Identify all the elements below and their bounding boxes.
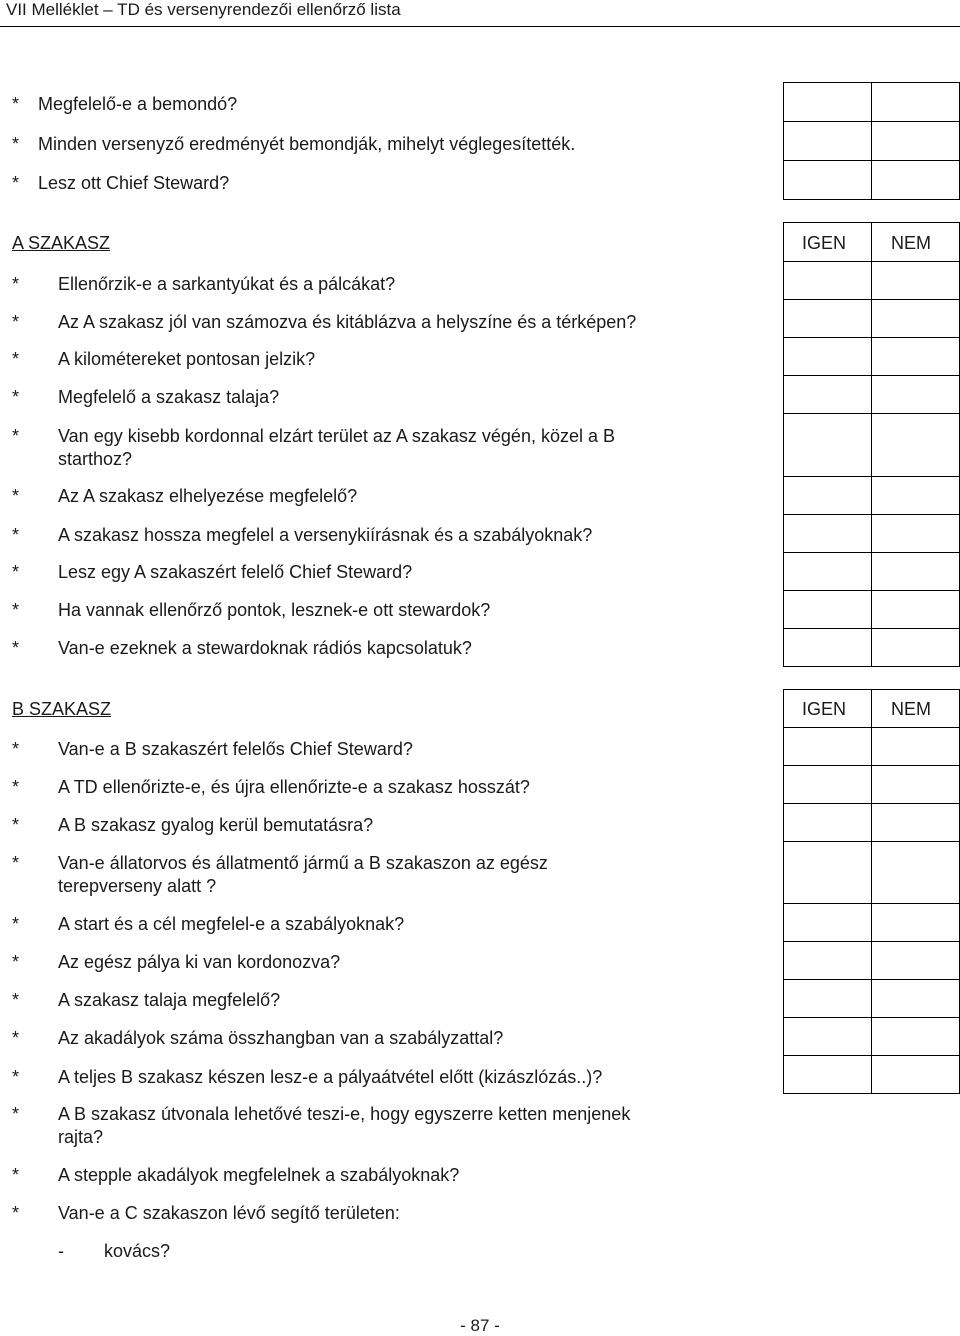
- yes-checkbox[interactable]: [784, 904, 872, 942]
- yes-checkbox[interactable]: [784, 515, 872, 553]
- bullet-star: *: [12, 387, 20, 407]
- no-checkbox[interactable]: [871, 980, 960, 1018]
- item-text: Az A szakasz elhelyezése megfelelő?: [58, 486, 358, 506]
- header-rule: [0, 26, 960, 27]
- bullet-star: *: [12, 486, 20, 506]
- yes-checkbox[interactable]: [784, 338, 872, 376]
- no-checkbox[interactable]: [871, 300, 960, 338]
- bullet-star: *: [12, 525, 20, 545]
- bullet-star: *: [12, 914, 20, 934]
- item-text: Az akadályok száma összhangban van a szabályzattal?: [58, 1028, 504, 1048]
- yes-column-header: IGEN: [802, 233, 847, 253]
- item-text: A B szakasz gyalog kerül bemutatásra?: [58, 815, 374, 835]
- header-cell: [871, 690, 960, 728]
- item-text: terepverseny alatt ?: [58, 876, 217, 896]
- item-text: kovács?: [104, 1241, 171, 1261]
- bullet-star: *: [12, 1203, 20, 1223]
- yes-checkbox[interactable]: [784, 842, 872, 904]
- page-header: VII Melléklet – TD és versenyrendezői ellenőrző lista: [6, 0, 401, 19]
- bullet-star: *: [12, 990, 20, 1010]
- no-checkbox[interactable]: [871, 629, 960, 667]
- yes-checkbox[interactable]: [784, 122, 872, 161]
- bullet-star: *: [12, 815, 20, 835]
- header-cell: [784, 223, 872, 262]
- yes-checkbox[interactable]: [784, 83, 872, 122]
- no-checkbox[interactable]: [871, 262, 960, 300]
- no-checkbox[interactable]: [871, 728, 960, 766]
- no-checkbox[interactable]: [871, 122, 960, 161]
- bullet-star: *: [12, 1165, 20, 1185]
- item-text: A stepple akadályok megfelelnek a szabályoknak?: [58, 1165, 460, 1185]
- bullet-star: *: [12, 777, 20, 797]
- no-column-header: NEM: [891, 233, 931, 253]
- checkbox-grid-b: [783, 689, 960, 1094]
- item-text: Megfelelő a szakasz talaja?: [58, 387, 280, 407]
- yes-checkbox[interactable]: [784, 1056, 872, 1094]
- bullet-star: *: [12, 952, 20, 972]
- no-column-header: NEM: [891, 699, 931, 719]
- item-text: Van-e ezeknek a stewardoknak rádiós kapcsolatuk?: [58, 638, 472, 658]
- bullet-star: *: [12, 426, 20, 446]
- item-text: A teljes B szakasz készen lesz-e a pályaátvétel előtt (kizászlózás..)?: [58, 1067, 603, 1087]
- bullet-star: *: [12, 94, 20, 114]
- item-text: Lesz egy A szakaszért felelő Chief Steward?: [58, 562, 413, 582]
- item-text: A TD ellenőrizte-e, és újra ellenőrizte-e a szakasz hosszát?: [58, 777, 530, 797]
- bullet-star: *: [12, 349, 20, 369]
- no-checkbox[interactable]: [871, 942, 960, 980]
- bullet-star: *: [12, 562, 20, 582]
- no-checkbox[interactable]: [871, 414, 960, 477]
- item-text: Van-e állatorvos és állatmentő jármű a B szakaszon az egész: [58, 853, 548, 873]
- yes-checkbox[interactable]: [784, 629, 872, 667]
- yes-column-header: IGEN: [802, 699, 847, 719]
- item-text: Az egész pálya ki van kordonozva?: [58, 952, 341, 972]
- page-number: - 87 -: [460, 1316, 500, 1335]
- yes-checkbox[interactable]: [784, 262, 872, 300]
- item-text: A kilométereket pontosan jelzik?: [58, 349, 316, 369]
- item-text: Van egy kisebb kordonnal elzárt terület az A szakasz végén, közel a B: [58, 426, 615, 446]
- yes-checkbox[interactable]: [784, 376, 872, 414]
- item-text: rajta?: [58, 1127, 104, 1147]
- section-a-title: A SZAKASZ: [12, 233, 111, 253]
- bullet-dash: -: [58, 1241, 64, 1261]
- yes-checkbox[interactable]: [784, 728, 872, 766]
- no-checkbox[interactable]: [871, 515, 960, 553]
- item-text: A szakasz hossza megfelel a versenykiírásnak és a szabályoknak?: [58, 525, 593, 545]
- no-checkbox[interactable]: [871, 1056, 960, 1094]
- item-text: starthoz?: [58, 449, 133, 469]
- yes-checkbox[interactable]: [784, 1018, 872, 1056]
- no-checkbox[interactable]: [871, 591, 960, 629]
- bullet-star: *: [12, 274, 20, 294]
- bullet-star: *: [12, 312, 20, 332]
- item-text: Ellenőrzik-e a sarkantyúkat és a pálcákat?: [58, 274, 396, 294]
- no-checkbox[interactable]: [871, 804, 960, 842]
- item-text: Az A szakasz jól van számozva és kitáblázva a helyszíne és a térképen?: [58, 312, 637, 332]
- yes-checkbox[interactable]: [784, 980, 872, 1018]
- yes-checkbox[interactable]: [784, 591, 872, 629]
- checkbox-grid-top: [783, 82, 960, 200]
- bullet-star: *: [12, 1067, 20, 1087]
- item-text: Van-e a C szakaszon lévő segítő területen:: [58, 1203, 400, 1223]
- checkbox-grid-a: [783, 222, 960, 667]
- no-checkbox[interactable]: [871, 842, 960, 904]
- bullet-star: *: [12, 1028, 20, 1048]
- yes-checkbox[interactable]: [784, 766, 872, 804]
- yes-checkbox[interactable]: [784, 804, 872, 842]
- no-checkbox[interactable]: [871, 376, 960, 414]
- no-checkbox[interactable]: [871, 553, 960, 591]
- item-text: Minden versenyző eredményét bemondják, mihelyt véglegesítették.: [38, 134, 576, 154]
- bullet-star: *: [12, 134, 20, 154]
- yes-checkbox[interactable]: [784, 414, 872, 477]
- no-checkbox[interactable]: [871, 904, 960, 942]
- no-checkbox[interactable]: [871, 1018, 960, 1056]
- bullet-star: *: [12, 638, 20, 658]
- item-text: A B szakasz útvonala lehetővé teszi-e, hogy egyszerre ketten menjenek: [58, 1104, 631, 1124]
- yes-checkbox[interactable]: [784, 161, 872, 200]
- section-b-title: B SZAKASZ: [12, 699, 112, 719]
- no-checkbox[interactable]: [871, 477, 960, 515]
- no-checkbox[interactable]: [871, 766, 960, 804]
- item-text: Lesz ott Chief Steward?: [38, 173, 230, 193]
- yes-checkbox[interactable]: [784, 300, 872, 338]
- bullet-star: *: [12, 739, 20, 759]
- bullet-star: *: [12, 1104, 20, 1124]
- no-checkbox[interactable]: [871, 338, 960, 376]
- bullet-star: *: [12, 173, 20, 193]
- yes-checkbox[interactable]: [784, 477, 872, 515]
- header-cell: [871, 223, 960, 262]
- item-text: A szakasz talaja megfelelő?: [58, 990, 281, 1010]
- yes-checkbox[interactable]: [784, 942, 872, 980]
- item-text: A start és a cél megfelel-e a szabályoknak?: [58, 914, 405, 934]
- no-checkbox[interactable]: [871, 161, 960, 200]
- item-text: Ha vannak ellenőrző pontok, lesznek-e ott stewardok?: [58, 600, 491, 620]
- bullet-star: *: [12, 853, 20, 873]
- yes-checkbox[interactable]: [784, 553, 872, 591]
- bullet-star: *: [12, 600, 20, 620]
- item-text: Megfelelő-e a bemondó?: [38, 94, 238, 114]
- no-checkbox[interactable]: [871, 83, 960, 122]
- header-cell: [784, 690, 872, 728]
- item-text: Van-e a B szakaszért felelős Chief Steward?: [58, 739, 413, 759]
